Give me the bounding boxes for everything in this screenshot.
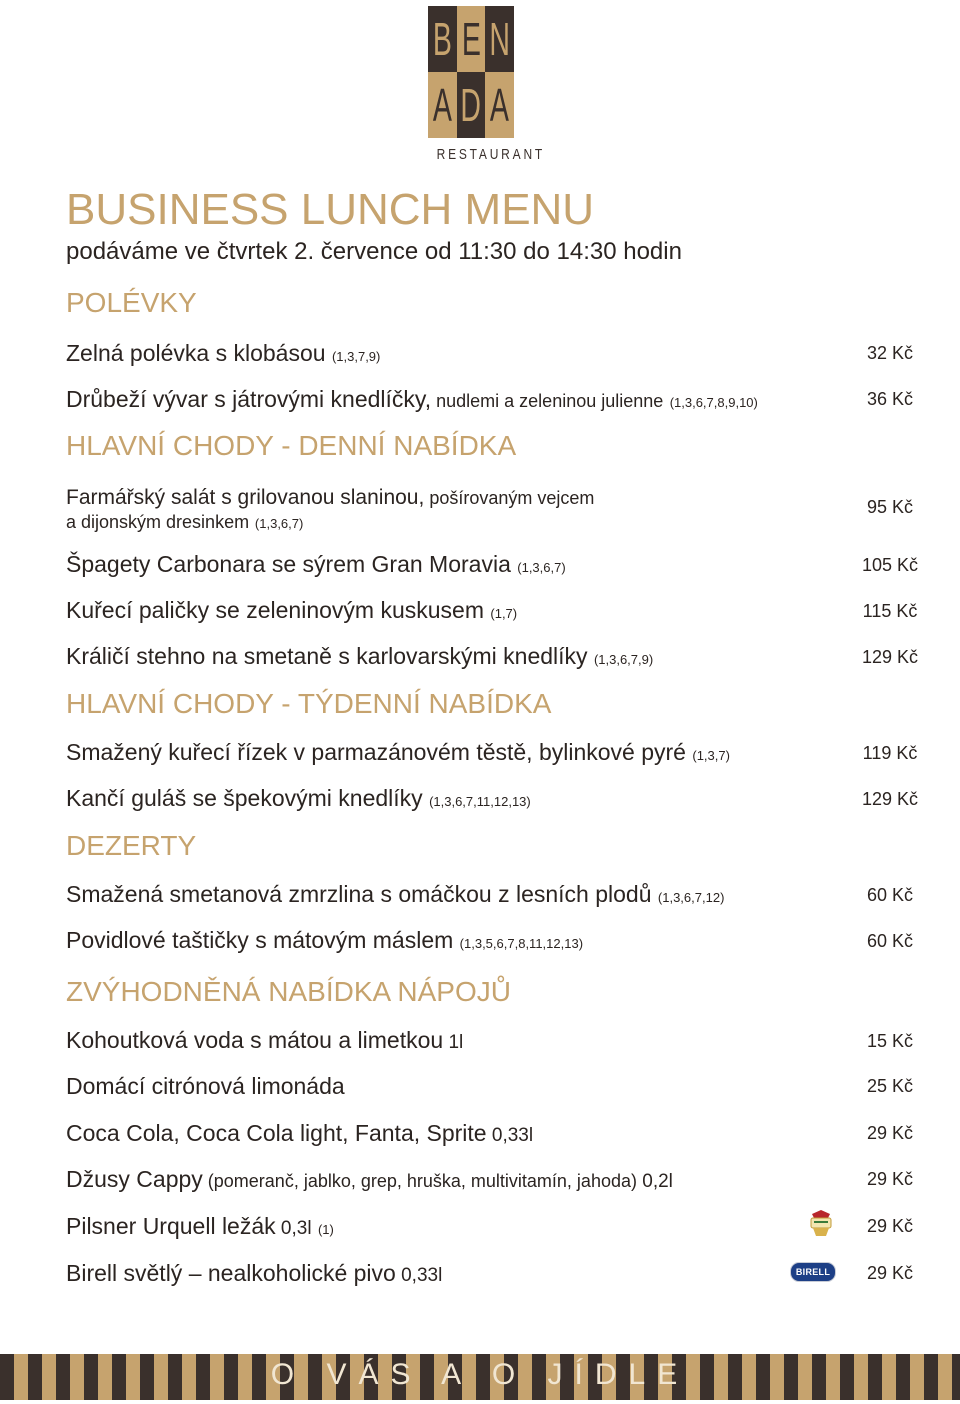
- restaurant-logo: [428, 6, 546, 163]
- menu-item: Birell světlý – nealkoholické pivo 0,33l: [66, 1260, 443, 1286]
- menu-item: Smažený kuřecí řízek v parmazánovém těstě, bylinkové pyré (1,3,7): [66, 739, 730, 765]
- menu-item: Kančí guláš se špekovými knedlíky (1,3,6,7,11,12,13): [66, 785, 531, 811]
- item-price: 36 Kč: [866, 389, 914, 409]
- item-price: 25 Kč: [866, 1076, 914, 1096]
- logo-tile: A: [428, 72, 457, 138]
- birell-logo-icon: BIRELL: [790, 1262, 836, 1282]
- item-price: 129 Kč: [861, 789, 919, 809]
- footer-tagline: O VÁS A O JÍDLE: [270, 1358, 690, 1391]
- allergens: (1,3,7): [692, 748, 730, 763]
- allergens: (1): [317, 1222, 334, 1237]
- item-price: 60 Kč: [866, 885, 914, 905]
- menu-item: Farmářský salát s grilovanou slaninou, pošírovaným vejcem a dijonským dresinkem (1,3,6,7): [66, 486, 595, 533]
- menu-item: Domácí citrónová limonáda: [66, 1073, 345, 1099]
- menu-item: Kohoutková voda s mátou a limetkou 1l: [66, 1027, 464, 1053]
- menu-item: Coca Cola, Coca Cola light, Fanta, Sprite 0,33l: [66, 1120, 534, 1146]
- item-price: 119 Kč: [862, 743, 918, 763]
- section-heading-weekly: HLAVNÍ CHODY - TÝDENNÍ NABÍDKA: [66, 688, 552, 719]
- allergens: (1,7): [490, 606, 518, 621]
- page-subtitle: podáváme ve čtvrtek 2. července od 11:30 do 14:30 hodin: [66, 238, 682, 265]
- allergens: (1,3,6,7,12): [657, 890, 725, 905]
- section-heading-soups: POLÉVKY: [66, 287, 197, 318]
- allergens: (1,3,6,7,8,9,10): [669, 395, 758, 410]
- item-price: 105 Kč: [861, 555, 919, 575]
- item-price: 29 Kč: [866, 1216, 914, 1236]
- logo-tile: D: [457, 72, 486, 138]
- item-price: 29 Kč: [866, 1263, 914, 1283]
- allergens: (1,3,6,7,11,12,13): [429, 794, 531, 809]
- logo-subtitle: RESTAURANT: [436, 146, 546, 163]
- allergens: (1,3,5,6,7,8,11,12,13): [459, 936, 584, 951]
- allergens: (1,3,6,7): [517, 560, 566, 575]
- menu-item: Drůbeží vývar s játrovými knedlíčky, nudlemi a zeleninou julienne (1,3,6,7,8,9,10): [66, 386, 758, 412]
- section-heading-desserts: DEZERTY: [66, 830, 197, 861]
- allergens: (1,3,7,9): [331, 349, 381, 364]
- item-price: 129 Kč: [861, 647, 919, 667]
- item-price: 32 Kč: [866, 343, 914, 363]
- footer-banner: [0, 1354, 960, 1400]
- menu-item: Džusy Cappy (pomeranč, jablko, grep, hruška, multivitamín, jahoda) 0,2l: [66, 1166, 673, 1192]
- section-heading-drinks: ZVÝHODNĚNÁ NABÍDKA NÁPOJŮ: [66, 976, 511, 1007]
- item-price: 60 Kč: [866, 931, 914, 951]
- allergens: (1,3,6,7): [254, 516, 304, 532]
- item-price: 115 Kč: [862, 601, 918, 621]
- logo-tile: E: [457, 6, 486, 72]
- logo-tile: N: [485, 6, 514, 72]
- item-price: 29 Kč: [866, 1169, 914, 1189]
- menu-item: Králičí stehno na smetaně s karlovarskými knedlíky (1,3,6,7,9): [66, 643, 654, 669]
- menu-item: Povidlové taštičky s mátovým máslem (1,3,5,6,7,8,11,12,13): [66, 927, 584, 953]
- item-price: 95 Kč: [866, 497, 914, 517]
- logo-tile: B: [428, 6, 457, 72]
- menu-item: Zelná polévka s klobásou (1,3,7,9): [66, 340, 381, 366]
- allergens: (1,3,6,7,9): [593, 652, 654, 667]
- menu-item: Pilsner Urquell ležák 0,3l (1): [66, 1213, 334, 1239]
- menu-item: Špagety Carbonara se sýrem Gran Moravia (1,3,6,7): [66, 551, 566, 577]
- item-price: 15 Kč: [866, 1031, 914, 1051]
- item-price: 29 Kč: [866, 1123, 914, 1143]
- page-title: BUSINESS LUNCH MENU: [66, 185, 595, 234]
- section-heading-daily: HLAVNÍ CHODY - DENNÍ NABÍDKA: [66, 430, 517, 461]
- menu-item: Smažená smetanová zmrzlina s omáčkou z lesních plodů (1,3,6,7,12): [66, 881, 725, 907]
- logo-tile: A: [485, 72, 514, 138]
- menu-item: Kuřecí paličky se zeleninovým kuskusem (1,7): [66, 597, 518, 623]
